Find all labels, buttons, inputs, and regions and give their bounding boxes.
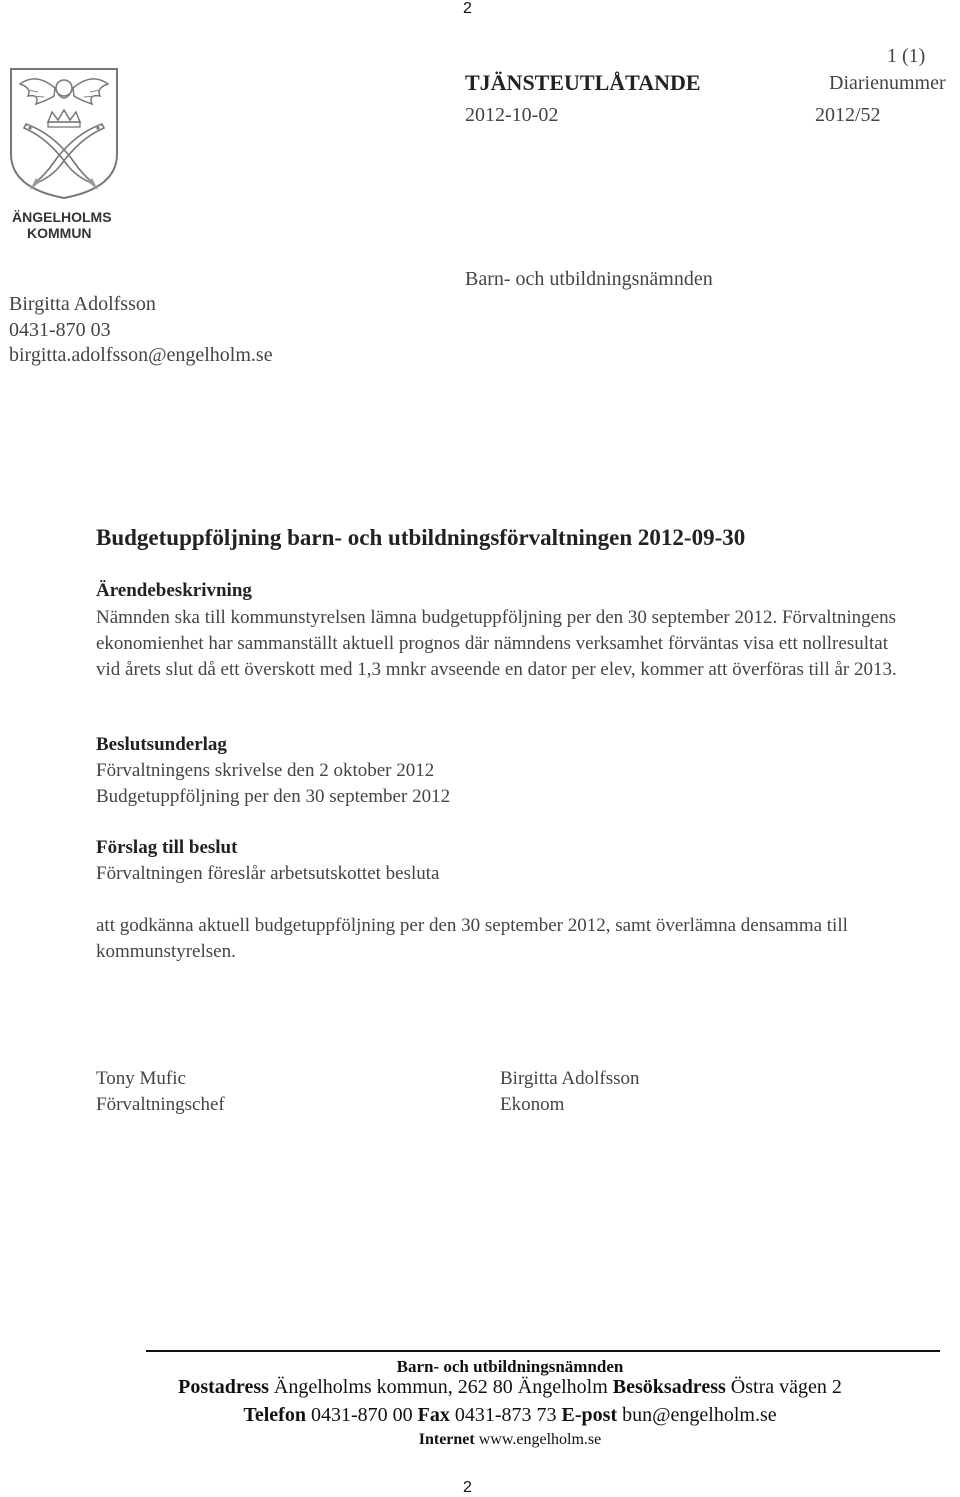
signature-2-name: Birgitta Adolfsson [500,1068,640,1089]
footer-fax-value: 0431-873 73 [454,1404,557,1426]
footer-email-label: E-post [561,1404,618,1426]
case-description-heading: Ärendebeskrivning [96,580,252,601]
signature-2-title: Ekonom [500,1094,565,1115]
decision-basis-heading: Beslutsunderlag [96,734,227,755]
footer-phone-value: 0431-870 00 [310,1404,413,1426]
footer-postal-value: Ängelholms kommun, 262 80 Ängelholm [273,1376,608,1398]
page-count: 1 (1) [887,45,926,67]
decision-basis-item-1: Förvaltningens skrivelse den 2 oktober 2012 [96,760,435,781]
signature-1-title: Förvaltningschef [96,1094,225,1115]
footer-email-value: bun@engelholm.se [622,1404,777,1426]
logo-text [12,209,120,241]
footer-contact-line [0,1404,960,1427]
footer-internet-label: Internet [418,1431,475,1448]
footer-visit-value: Östra vägen 2 [730,1376,842,1398]
logo-line-2: KOMMUN [27,225,92,241]
footer-fax-label: Fax [417,1404,450,1426]
decision-basis-item-2: Budgetuppföljning per den 30 september 2012 [96,786,451,807]
proposal-heading: Förslag till beslut [96,837,238,858]
case-description-text: Nämnden ska till kommunstyrelsen lämna budgetuppföljning per den 30 september 2012. Förvaltningens ekonomienhet har sammanställt aktuell prognos där nämndens verksamhet förväntas visa ett nollresultat vid årets slut då ett överskott med 1,3 mnkr avseende en dator per elev, kommer att överföras till år 2013. [96,607,897,680]
footer-address-line [0,1376,960,1399]
sender-phone: 0431-870 03 [9,319,111,341]
proposal-text: att godkänna aktuell budgetuppföljning per den 30 september 2012, samt överlämna densamma till kommunstyrelsen. [96,915,848,962]
footer-internet-value: www.engelholm.se [478,1431,602,1448]
diary-number: 2012/52 [815,104,881,126]
recipient: Barn- och utbildningsnämnden [465,268,713,290]
proposal-intro: Förvaltningen föreslår arbetsutskottet besluta [96,863,440,884]
diary-label: Diarienummer [829,72,946,94]
sender-email: birgitta.adolfsson@engelholm.se [9,344,273,366]
signature-1-name: Tony Mufic [96,1068,186,1089]
logo-line-1: ÄNGELHOLMS [12,209,112,225]
footer-org: Barn- och utbildningsnämnden [396,1357,624,1376]
footer-visit-label: Besöksadress [612,1376,726,1398]
document-date: 2012-10-02 [465,104,559,126]
document-title: Budgetuppföljning barn- och utbildningsförvaltningen 2012-09-30 [96,525,746,550]
page-number-top: 2 [463,0,472,17]
document-type: TJÄNSTEUTLÅTANDE [465,70,701,95]
footer-phone-label: Telefon [243,1404,306,1426]
footer-divider [146,1350,940,1352]
page-number-bottom: 2 [463,1479,472,1496]
municipality-logo [8,66,120,242]
coat-of-arms-icon [8,66,120,201]
footer-internet-line [0,1431,960,1449]
footer-postal-label: Postadress [178,1376,269,1398]
sender-name: Birgitta Adolfsson [9,293,156,315]
